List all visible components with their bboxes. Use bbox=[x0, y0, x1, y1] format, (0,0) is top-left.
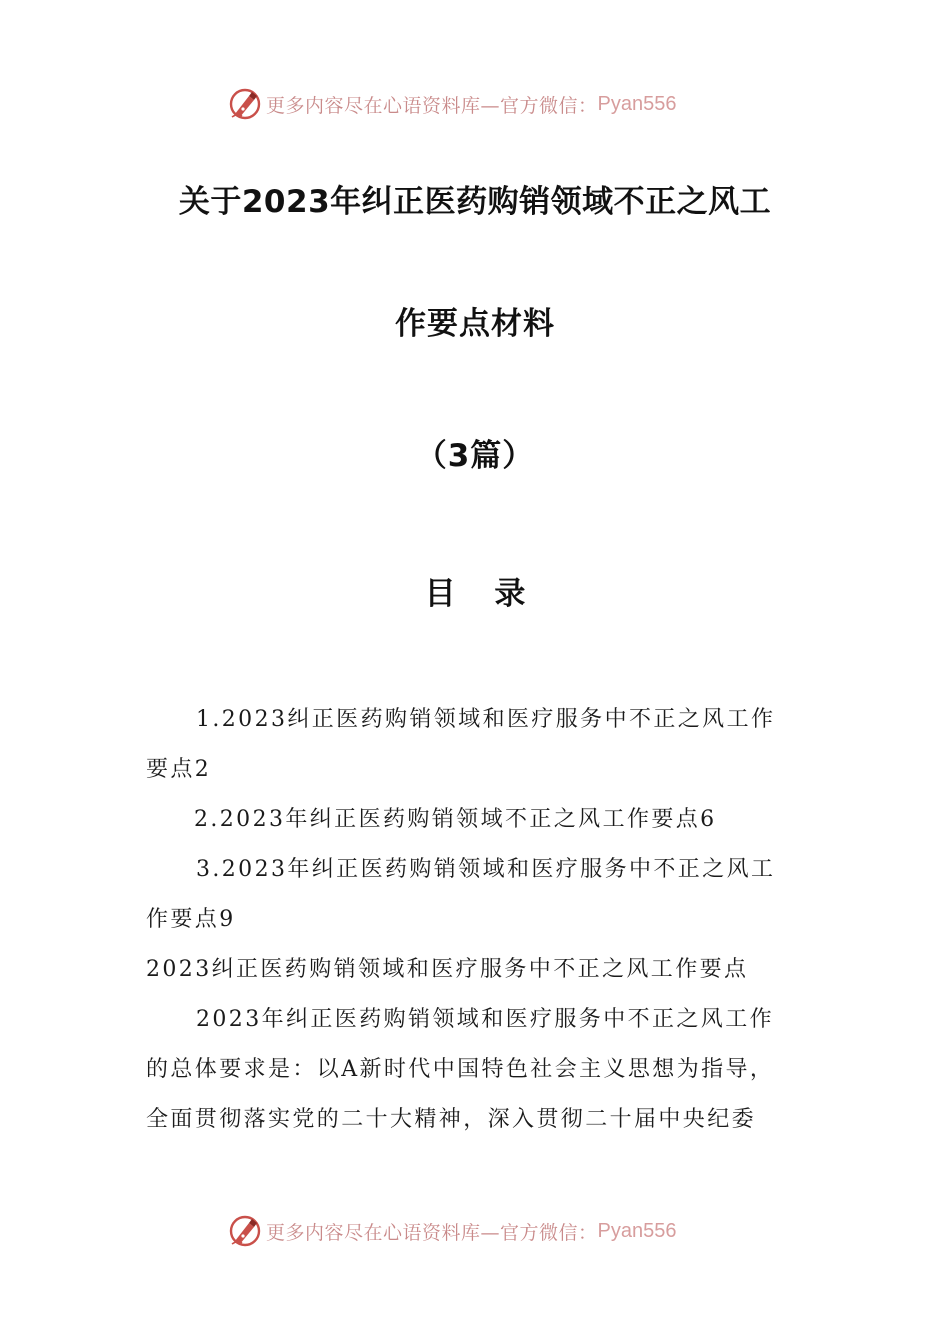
toc-item-3-line-2[interactable]: 作要点9 bbox=[146, 907, 236, 932]
document-title-line-2: 作要点材料 bbox=[395, 306, 555, 342]
body-line-2: 的总体要求是：以A新时代中国特色社会主义思想为指导， bbox=[146, 1057, 775, 1082]
pen-nib-logo-icon bbox=[228, 1214, 262, 1248]
watermark-wechat-id: Pyan556 bbox=[597, 92, 677, 115]
section-title: 2023纠正医药购销领域和医疗服务中不正之风工作要点 bbox=[146, 957, 749, 982]
toc-item-1-line-2[interactable]: 要点2 bbox=[146, 757, 212, 782]
body-line-3: 全面贯彻落实党的二十大精神，深入贯彻二十届中央纪委 bbox=[146, 1107, 757, 1132]
toc-heading: 目 录 bbox=[424, 576, 540, 612]
watermark-wechat-id: Pyan556 bbox=[597, 1219, 677, 1242]
watermark-text: 更多内容尽在心语资料库—官方微信： bbox=[266, 94, 598, 117]
document-title-count: （3篇） bbox=[415, 438, 535, 474]
watermark-text: 更多内容尽在心语资料库—官方微信： bbox=[266, 1221, 598, 1244]
toc-item-2-line-1[interactable]: 2.2023年纠正医药购销领域不正之风工作要点6 bbox=[194, 807, 717, 832]
body-line-1: 2023年纠正医药购销领域和医疗服务中不正之风工作 bbox=[196, 1007, 774, 1032]
watermark-banner-top bbox=[228, 84, 676, 124]
pen-nib-logo-icon bbox=[228, 87, 262, 121]
toc-item-1-line-1[interactable]: 1.2023纠正医药购销领域和医疗服务中不正之风工作 bbox=[196, 707, 776, 732]
watermark-banner-bottom bbox=[228, 1211, 676, 1251]
document-title-line-1: 关于2023年纠正医药购销领域不正之风工 bbox=[178, 184, 772, 220]
toc-item-3-line-1[interactable]: 3.2023年纠正医药购销领域和医疗服务中不正之风工 bbox=[196, 857, 776, 882]
